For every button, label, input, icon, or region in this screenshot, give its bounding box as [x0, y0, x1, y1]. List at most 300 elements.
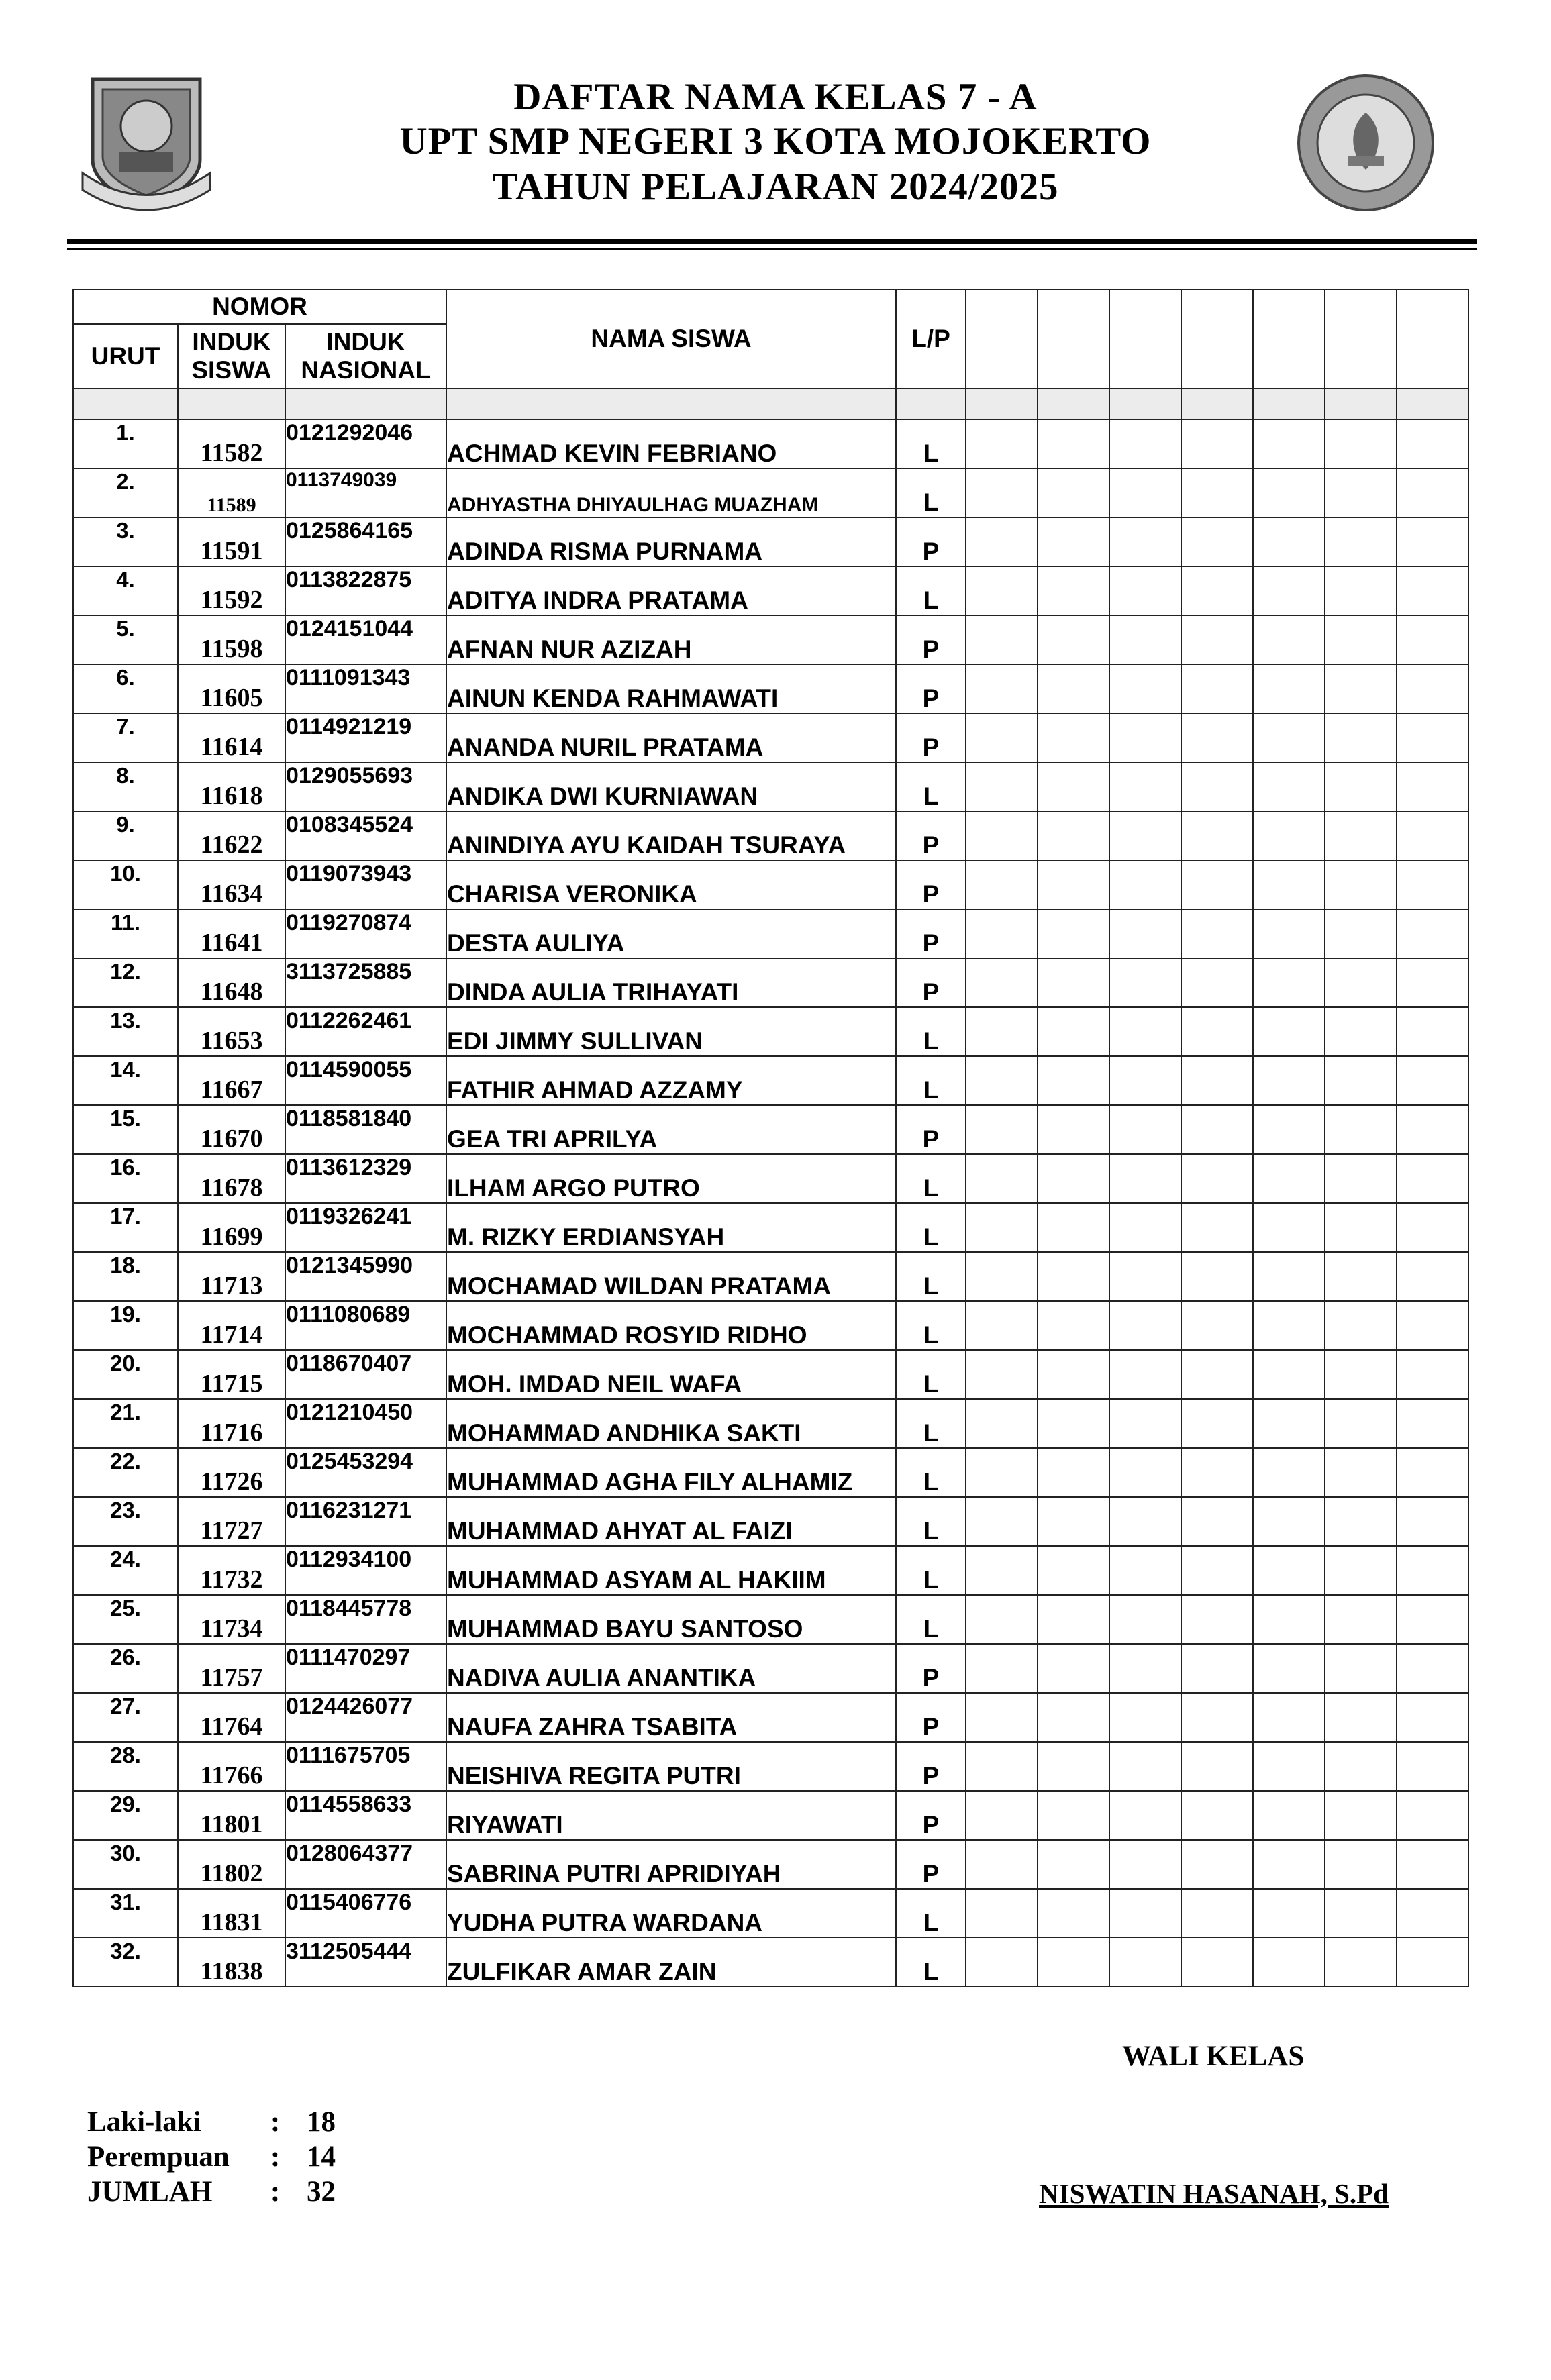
row-blank-cell — [1109, 1007, 1181, 1056]
row-nama-siswa: ADINDA RISMA PURNAMA — [446, 517, 896, 566]
row-nama-siswa: MUHAMMAD BAYU SANTOSO — [446, 1595, 896, 1644]
document-title: DAFTAR NAMA KELAS 7 - A — [513, 76, 1038, 118]
row-induk-siswa: 11716 — [178, 1399, 285, 1448]
row-blank-cell — [1181, 1448, 1253, 1497]
row-induk-nasional: 0124151044 — [285, 615, 446, 664]
row-lp: L — [896, 566, 966, 615]
row-induk-nasional: 0111675705 — [285, 1742, 446, 1791]
row-blank-cell — [1109, 468, 1181, 517]
row-blank-cell — [1038, 615, 1109, 664]
row-blank-cell — [1253, 1742, 1325, 1791]
row-blank-cell — [966, 762, 1038, 811]
row-induk-nasional: 0111080689 — [285, 1301, 446, 1350]
row-urut: 26. — [73, 1644, 178, 1693]
row-blank-cell — [966, 517, 1038, 566]
row-blank-cell — [1253, 615, 1325, 664]
row-induk-siswa: 11838 — [178, 1938, 285, 1987]
row-blank-cell — [1325, 909, 1397, 958]
row-lp: L — [896, 1301, 966, 1350]
header-nama-siswa: NAMA SISWA — [446, 289, 896, 389]
row-blank-cell — [1181, 1644, 1253, 1693]
row-blank-cell — [1038, 1742, 1109, 1791]
row-urut: 1. — [73, 419, 178, 468]
row-lp: L — [896, 1252, 966, 1301]
row-blank-cell — [1038, 1889, 1109, 1938]
row-blank-cell — [1038, 1791, 1109, 1840]
row-nama-siswa: RIYAWATI — [446, 1791, 896, 1840]
row-nama-siswa: ILHAM ARGO PUTRO — [446, 1154, 896, 1203]
row-blank-cell — [1325, 468, 1397, 517]
row-blank-cell — [1109, 958, 1181, 1007]
row-blank-cell — [1038, 958, 1109, 1007]
table-row — [73, 566, 1468, 615]
row-blank-cell — [1253, 1497, 1325, 1546]
male-separator: : — [270, 2106, 281, 2138]
row-blank-cell — [1038, 1399, 1109, 1448]
row-blank-cell — [1253, 1791, 1325, 1840]
table-row — [73, 958, 1468, 1007]
row-induk-siswa: 11727 — [178, 1497, 285, 1546]
row-urut: 27. — [73, 1693, 178, 1742]
row-blank-cell — [1038, 1840, 1109, 1889]
row-induk-siswa: 11801 — [178, 1791, 285, 1840]
row-blank-cell — [1253, 713, 1325, 762]
row-blank-cell — [1325, 860, 1397, 909]
row-blank-cell — [1397, 1350, 1468, 1399]
row-induk-siswa: 11667 — [178, 1056, 285, 1105]
row-nama-siswa: MUHAMMAD AGHA FILY ALHAMIZ — [446, 1448, 896, 1497]
table-row — [73, 1791, 1468, 1840]
table-row — [73, 1693, 1468, 1742]
row-blank-cell — [1325, 615, 1397, 664]
row-induk-siswa: 11726 — [178, 1448, 285, 1497]
row-nama-siswa: MUHAMMAD ASYAM AL HAKIIM — [446, 1546, 896, 1595]
row-blank-cell — [966, 615, 1038, 664]
row-induk-siswa: 11757 — [178, 1644, 285, 1693]
row-induk-siswa: 11715 — [178, 1350, 285, 1399]
row-nama-siswa: NEISHIVA REGITA PUTRI — [446, 1742, 896, 1791]
row-urut: 12. — [73, 958, 178, 1007]
row-induk-siswa: 11766 — [178, 1742, 285, 1791]
row-induk-siswa: 11605 — [178, 664, 285, 713]
row-urut: 5. — [73, 615, 178, 664]
row-blank-cell — [1397, 1301, 1468, 1350]
row-lp: L — [896, 1497, 966, 1546]
row-lp: L — [896, 1448, 966, 1497]
row-urut: 8. — [73, 762, 178, 811]
row-urut: 3. — [73, 517, 178, 566]
row-blank-cell — [966, 419, 1038, 468]
row-blank-cell — [1109, 419, 1181, 468]
row-blank-cell — [1253, 1889, 1325, 1938]
row-blank-cell — [1253, 1840, 1325, 1889]
row-lp: L — [896, 419, 966, 468]
row-blank-cell — [966, 1546, 1038, 1595]
row-nama-siswa: MOH. IMDAD NEIL WAFA — [446, 1350, 896, 1399]
row-blank-cell — [1397, 811, 1468, 860]
row-urut: 24. — [73, 1546, 178, 1595]
row-blank-cell — [1038, 1693, 1109, 1742]
row-blank-cell — [1109, 762, 1181, 811]
row-blank-cell — [1038, 909, 1109, 958]
row-blank-cell — [1253, 1301, 1325, 1350]
row-lp: L — [896, 762, 966, 811]
row-blank-cell — [1325, 1693, 1397, 1742]
row-lp: L — [896, 1595, 966, 1644]
row-induk-nasional: 0121345990 — [285, 1252, 446, 1301]
row-nama-siswa: ADITYA INDRA PRATAMA — [446, 566, 896, 615]
header-induk-nasional — [285, 324, 446, 389]
header-blank-3 — [1109, 289, 1181, 389]
male-label: Laki-laki — [87, 2106, 201, 2138]
row-blank-cell — [1325, 958, 1397, 1007]
row-blank-cell — [1038, 664, 1109, 713]
row-blank-cell — [1038, 1105, 1109, 1154]
row-blank-cell — [1109, 664, 1181, 713]
row-induk-nasional: 3113725885 — [285, 958, 446, 1007]
row-urut: 10. — [73, 860, 178, 909]
row-blank-cell — [1038, 811, 1109, 860]
row-blank-cell — [1253, 1154, 1325, 1203]
row-nama-siswa: MOHAMMAD ANDHIKA SAKTI — [446, 1399, 896, 1448]
row-blank-cell — [1038, 1644, 1109, 1693]
row-induk-siswa: 11591 — [178, 517, 285, 566]
row-blank-cell — [1325, 1742, 1397, 1791]
row-blank-cell — [1397, 1105, 1468, 1154]
wali-kelas-title: WALI KELAS — [1122, 2040, 1305, 2072]
row-blank-cell — [1253, 860, 1325, 909]
row-induk-siswa: 11648 — [178, 958, 285, 1007]
row-urut: 13. — [73, 1007, 178, 1056]
row-induk-nasional: 0114558633 — [285, 1791, 446, 1840]
table-row — [73, 1350, 1468, 1399]
row-blank-cell — [966, 1840, 1038, 1889]
row-blank-cell — [1109, 1448, 1181, 1497]
row-lp: L — [896, 1203, 966, 1252]
row-urut: 32. — [73, 1938, 178, 1987]
row-blank-cell — [1397, 1693, 1468, 1742]
female-count: 14 — [307, 2141, 336, 2173]
row-blank-cell — [966, 1595, 1038, 1644]
row-blank-cell — [1253, 762, 1325, 811]
row-blank-cell — [1038, 566, 1109, 615]
row-blank-cell — [1109, 615, 1181, 664]
row-blank-cell — [1325, 1840, 1397, 1889]
row-blank-cell — [1109, 713, 1181, 762]
row-nama-siswa: CHARISA VERONIKA — [446, 860, 896, 909]
row-urut: 14. — [73, 1056, 178, 1105]
row-blank-cell — [1038, 1007, 1109, 1056]
row-blank-cell — [1397, 1791, 1468, 1840]
row-blank-cell — [1325, 1448, 1397, 1497]
row-urut: 19. — [73, 1301, 178, 1350]
row-blank-cell — [1109, 1399, 1181, 1448]
row-blank-cell — [966, 1301, 1038, 1350]
row-induk-nasional: 0119270874 — [285, 909, 446, 958]
row-blank-cell — [1397, 1056, 1468, 1105]
header-lp: L/P — [896, 289, 966, 389]
row-nama-siswa: SABRINA PUTRI APRIDIYAH — [446, 1840, 896, 1889]
row-blank-cell — [966, 1252, 1038, 1301]
row-blank-cell — [1109, 1938, 1181, 1987]
row-blank-cell — [1253, 1203, 1325, 1252]
row-blank-cell — [1181, 1056, 1253, 1105]
female-label: Perempuan — [87, 2141, 230, 2173]
row-induk-siswa: 11618 — [178, 762, 285, 811]
row-blank-cell — [1253, 419, 1325, 468]
row-lp: L — [896, 1350, 966, 1399]
row-induk-siswa: 11641 — [178, 909, 285, 958]
header-nomor: NOMOR — [73, 289, 446, 324]
row-induk-siswa: 11734 — [178, 1595, 285, 1644]
row-blank-cell — [1397, 762, 1468, 811]
row-nama-siswa: AFNAN NUR AZIZAH — [446, 615, 896, 664]
row-blank-cell — [1253, 1252, 1325, 1301]
row-lp: P — [896, 713, 966, 762]
row-blank-cell — [1253, 1546, 1325, 1595]
row-blank-cell — [1109, 1203, 1181, 1252]
row-blank-cell — [1325, 1546, 1397, 1595]
row-lp: P — [896, 958, 966, 1007]
row-blank-cell — [1397, 664, 1468, 713]
row-blank-cell — [1325, 1105, 1397, 1154]
row-blank-cell — [966, 958, 1038, 1007]
row-induk-nasional: 0114590055 — [285, 1056, 446, 1105]
header-blank-7 — [1397, 289, 1468, 389]
row-blank-cell — [1397, 419, 1468, 468]
total-count: 32 — [307, 2176, 336, 2208]
summary-male — [87, 2106, 336, 2138]
row-urut: 9. — [73, 811, 178, 860]
row-blank-cell — [966, 1154, 1038, 1203]
row-blank-cell — [1181, 615, 1253, 664]
row-blank-cell — [1109, 860, 1181, 909]
row-blank-cell — [1109, 1546, 1181, 1595]
row-blank-cell — [1397, 1644, 1468, 1693]
row-blank-cell — [1325, 1938, 1397, 1987]
row-blank-cell — [1181, 1546, 1253, 1595]
header-divider-thick — [67, 239, 1477, 244]
row-blank-cell — [1253, 1007, 1325, 1056]
row-blank-cell — [1397, 1203, 1468, 1252]
row-blank-cell — [966, 1007, 1038, 1056]
row-blank-cell — [1325, 419, 1397, 468]
row-blank-cell — [1325, 1350, 1397, 1399]
row-blank-cell — [1109, 517, 1181, 566]
row-blank-cell — [1181, 958, 1253, 1007]
table-row — [73, 1448, 1468, 1497]
row-blank-cell — [966, 1350, 1038, 1399]
row-blank-cell — [1038, 1203, 1109, 1252]
row-blank-cell — [1397, 860, 1468, 909]
row-blank-cell — [1181, 860, 1253, 909]
table-row — [73, 419, 1468, 468]
row-blank-cell — [966, 1203, 1038, 1252]
row-induk-siswa: 11589 — [178, 468, 285, 517]
row-blank-cell — [1397, 1154, 1468, 1203]
row-blank-cell — [1109, 811, 1181, 860]
row-induk-siswa: 11732 — [178, 1546, 285, 1595]
row-blank-cell — [1325, 1007, 1397, 1056]
table-row — [73, 860, 1468, 909]
row-blank-cell — [966, 811, 1038, 860]
row-blank-cell — [1253, 664, 1325, 713]
row-blank-cell — [1038, 713, 1109, 762]
table-row — [73, 1840, 1468, 1889]
row-blank-cell — [1038, 1497, 1109, 1546]
table-row — [73, 1252, 1468, 1301]
header-spacer-row — [73, 389, 1468, 419]
row-blank-cell — [1038, 1938, 1109, 1987]
row-blank-cell — [1109, 1154, 1181, 1203]
table-row — [73, 909, 1468, 958]
row-lp: L — [896, 1056, 966, 1105]
row-blank-cell — [1325, 1399, 1397, 1448]
row-blank-cell — [1181, 1742, 1253, 1791]
row-blank-cell — [1325, 1595, 1397, 1644]
row-lp: P — [896, 1791, 966, 1840]
row-blank-cell — [1038, 1595, 1109, 1644]
row-blank-cell — [1253, 1350, 1325, 1399]
table-row — [73, 762, 1468, 811]
row-blank-cell — [966, 1105, 1038, 1154]
row-blank-cell — [1397, 1742, 1468, 1791]
row-induk-nasional: 0111470297 — [285, 1644, 446, 1693]
row-blank-cell — [1325, 1497, 1397, 1546]
row-urut: 25. — [73, 1595, 178, 1644]
row-blank-cell — [1181, 713, 1253, 762]
row-nama-siswa: GEA TRI APRILYA — [446, 1105, 896, 1154]
row-blank-cell — [966, 566, 1038, 615]
row-blank-cell — [1397, 1889, 1468, 1938]
row-blank-cell — [1325, 517, 1397, 566]
row-urut: 22. — [73, 1448, 178, 1497]
row-blank-cell — [1038, 468, 1109, 517]
row-induk-siswa: 11714 — [178, 1301, 285, 1350]
row-blank-cell — [1181, 1889, 1253, 1938]
row-blank-cell — [966, 1693, 1038, 1742]
row-lp: P — [896, 1644, 966, 1693]
row-urut: 31. — [73, 1889, 178, 1938]
row-induk-nasional: 0111091343 — [285, 664, 446, 713]
row-blank-cell — [1109, 1056, 1181, 1105]
row-blank-cell — [1181, 1301, 1253, 1350]
row-urut: 2. — [73, 468, 178, 517]
table-row — [73, 1056, 1468, 1105]
row-blank-cell — [1109, 1889, 1181, 1938]
table-row — [73, 1742, 1468, 1791]
row-blank-cell — [1253, 517, 1325, 566]
row-blank-cell — [966, 664, 1038, 713]
row-blank-cell — [1109, 909, 1181, 958]
roster-body — [73, 419, 1468, 1987]
row-blank-cell — [1253, 1056, 1325, 1105]
row-urut: 21. — [73, 1399, 178, 1448]
row-blank-cell — [1397, 468, 1468, 517]
row-lp: L — [896, 1546, 966, 1595]
row-blank-cell — [1253, 1595, 1325, 1644]
row-blank-cell — [966, 468, 1038, 517]
header-induk-siswa-line2: SISWA — [191, 356, 272, 384]
wali-kelas-name: NISWATIN HASANAH, S.Pd — [1039, 2178, 1389, 2209]
row-induk-siswa: 11678 — [178, 1154, 285, 1203]
row-nama-siswa: DESTA AULIYA — [446, 909, 896, 958]
row-lp: P — [896, 517, 966, 566]
table-row — [73, 517, 1468, 566]
row-lp: P — [896, 1840, 966, 1889]
row-induk-nasional: 0115406776 — [285, 1889, 446, 1938]
row-blank-cell — [966, 713, 1038, 762]
row-urut: 18. — [73, 1252, 178, 1301]
row-nama-siswa: ANANDA NURIL PRATAMA — [446, 713, 896, 762]
row-blank-cell — [1109, 1840, 1181, 1889]
row-urut: 6. — [73, 664, 178, 713]
row-blank-cell — [966, 1889, 1038, 1938]
table-row — [73, 664, 1468, 713]
table-row — [73, 1399, 1468, 1448]
row-blank-cell — [1038, 1252, 1109, 1301]
table-row — [73, 1546, 1468, 1595]
row-urut: 20. — [73, 1350, 178, 1399]
row-nama-siswa: ADHYASTHA DHIYAULHAG MUAZHAM — [446, 468, 896, 517]
table-row — [73, 1644, 1468, 1693]
row-blank-cell — [1181, 762, 1253, 811]
row-blank-cell — [1109, 1791, 1181, 1840]
row-nama-siswa: ANINDIYA AYU KAIDAH TSURAYA — [446, 811, 896, 860]
header-blank-4 — [1181, 289, 1253, 389]
row-blank-cell — [966, 1056, 1038, 1105]
row-induk-nasional: 0129055693 — [285, 762, 446, 811]
table-row — [73, 811, 1468, 860]
row-blank-cell — [1325, 664, 1397, 713]
row-nama-siswa: ACHMAD KEVIN FEBRIANO — [446, 419, 896, 468]
row-lp: P — [896, 664, 966, 713]
header-induk-siswa — [178, 324, 285, 389]
table-row — [73, 1154, 1468, 1203]
row-induk-nasional: 0113612329 — [285, 1154, 446, 1203]
row-blank-cell — [1397, 713, 1468, 762]
row-blank-cell — [1325, 1644, 1397, 1693]
row-nama-siswa: MOCHAMAD WILDAN PRATAMA — [446, 1252, 896, 1301]
row-blank-cell — [1397, 517, 1468, 566]
academic-year: TAHUN PELAJARAN 2024/2025 — [492, 166, 1059, 208]
row-nama-siswa: FATHIR AHMAD AZZAMY — [446, 1056, 896, 1105]
row-blank-cell — [1038, 1301, 1109, 1350]
male-count: 18 — [307, 2106, 336, 2138]
row-lp: P — [896, 1742, 966, 1791]
summary-total — [87, 2175, 336, 2208]
row-blank-cell — [1181, 566, 1253, 615]
row-blank-cell — [1325, 1791, 1397, 1840]
row-urut: 15. — [73, 1105, 178, 1154]
row-blank-cell — [1397, 1448, 1468, 1497]
row-blank-cell — [1325, 1154, 1397, 1203]
row-blank-cell — [1038, 860, 1109, 909]
row-induk-siswa: 11699 — [178, 1203, 285, 1252]
row-induk-nasional: 0125864165 — [285, 517, 446, 566]
table-row — [73, 1203, 1468, 1252]
row-blank-cell — [1181, 1252, 1253, 1301]
row-blank-cell — [1181, 1154, 1253, 1203]
table-row — [73, 1497, 1468, 1546]
header-urut: URUT — [73, 324, 178, 389]
row-blank-cell — [1109, 1644, 1181, 1693]
row-urut: 16. — [73, 1154, 178, 1203]
row-induk-siswa: 11634 — [178, 860, 285, 909]
table-row — [73, 1938, 1468, 1987]
row-blank-cell — [1253, 1448, 1325, 1497]
header-blank-2 — [1038, 289, 1109, 389]
